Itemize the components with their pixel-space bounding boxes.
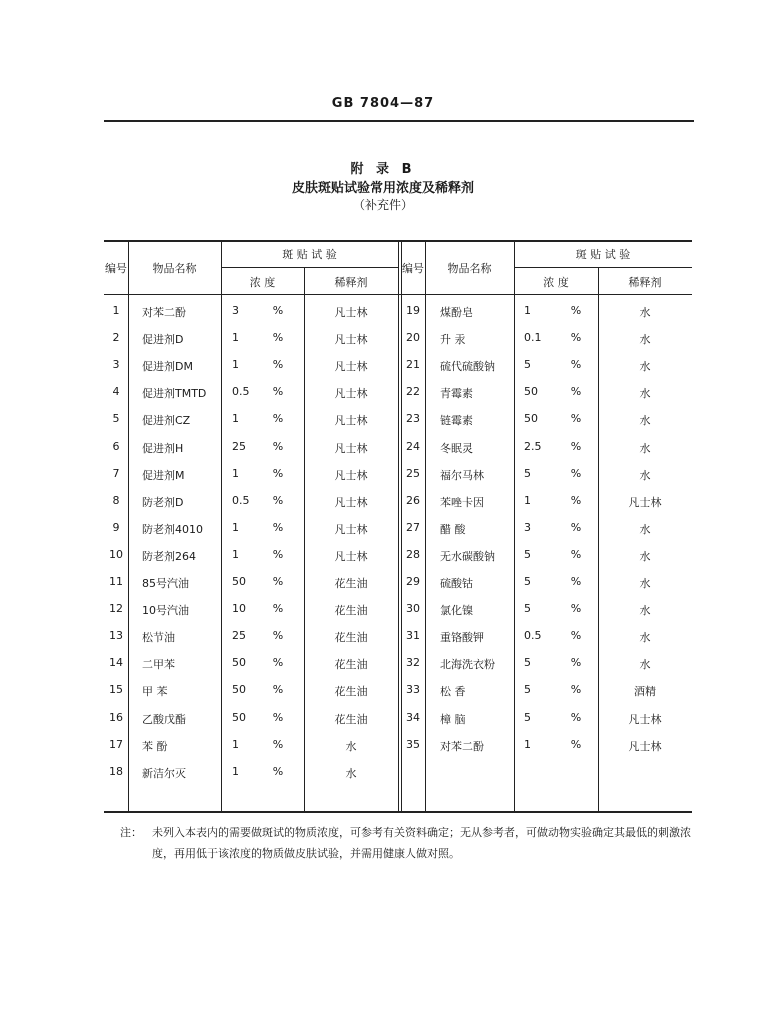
percent-unit: %: [570, 439, 582, 453]
item-name: 乙酸戊酯: [142, 712, 186, 726]
item-name: 防老剂264: [142, 549, 196, 563]
concentration: 2.5: [524, 439, 542, 453]
concentration: 5: [524, 466, 531, 480]
header-conc: 浓 度: [543, 276, 569, 289]
center-double-rule: [398, 240, 399, 811]
header-no: 编号: [105, 262, 127, 275]
diluent: 水: [639, 387, 651, 401]
row-number: 1: [112, 304, 120, 317]
row-number: 16: [109, 710, 123, 724]
percent-unit: %: [272, 439, 284, 453]
standard-number: GB 7804—87: [331, 96, 435, 111]
item-name: 苯 酚: [142, 739, 168, 753]
row-number: 33: [406, 683, 420, 697]
concentration: 1: [232, 764, 239, 778]
header-mid-rule-left: [221, 267, 398, 268]
header-name: 物品名称: [447, 262, 492, 275]
diluent: 凡士林: [334, 333, 368, 347]
percent-unit: %: [570, 656, 582, 670]
percent-unit: %: [272, 493, 284, 507]
concentration: 50: [232, 656, 246, 670]
item-name: 松 香: [440, 685, 466, 699]
percent-unit: %: [272, 656, 284, 670]
item-name: 10号汽油: [142, 604, 189, 618]
item-name: 冬眠灵: [440, 441, 473, 455]
percent-unit: %: [272, 547, 284, 561]
item-name: 煤酚皂: [440, 306, 473, 319]
percent-unit: %: [272, 331, 284, 345]
diluent: 水: [639, 414, 651, 428]
row-number: 26: [406, 493, 420, 507]
diluent: 水: [639, 306, 651, 319]
concentration: 50: [524, 385, 538, 399]
concentration: 3: [524, 520, 531, 534]
concentration: 1: [232, 358, 239, 372]
concentration: 3: [232, 304, 239, 317]
header-no: 编号: [402, 262, 424, 275]
col-divider: [128, 240, 129, 811]
percent-unit: %: [272, 764, 284, 778]
header-rule: [104, 120, 694, 122]
concentration: 1: [232, 520, 239, 534]
diluent: 花生油: [334, 685, 368, 699]
diluent: 凡士林: [334, 306, 368, 319]
concentration: 5: [524, 656, 531, 670]
percent-unit: %: [272, 466, 284, 480]
row-number: 25: [406, 466, 420, 480]
appendix-title: 附 录 B: [350, 162, 416, 177]
concentration: 50: [524, 412, 538, 426]
percent-unit: %: [570, 358, 582, 372]
page-title: 皮肤斑贴试验常用浓度及稀释剂: [291, 181, 474, 196]
header-name: 物品名称: [152, 262, 197, 275]
diluent: 凡士林: [628, 712, 662, 726]
diluent: 花生油: [334, 604, 368, 618]
diluent: 凡士林: [334, 387, 368, 401]
row-number: 35: [406, 737, 420, 751]
diluent: 凡士林: [334, 414, 368, 428]
diluent: 水: [639, 522, 651, 536]
diluent: 水: [345, 766, 357, 780]
item-name: 二甲苯: [142, 658, 175, 672]
row-number: 11: [109, 575, 123, 588]
item-name: 福尔马林: [440, 468, 484, 482]
concentration: 0.1: [524, 331, 542, 345]
item-name: 无水碳酸钠: [440, 549, 495, 563]
row-number: 23: [406, 412, 420, 426]
col-divider: [598, 267, 599, 811]
concentration: 50: [232, 683, 246, 697]
percent-unit: %: [570, 304, 582, 317]
concentration: 5: [524, 683, 531, 697]
item-name: 升 汞: [440, 333, 466, 347]
diluent: 花生油: [334, 712, 368, 726]
diluent: 水: [639, 631, 651, 645]
col-divider: [425, 240, 426, 811]
item-name: 对苯二酚: [440, 739, 484, 753]
percent-unit: %: [570, 493, 582, 507]
row-number: 17: [109, 737, 123, 751]
diluent: 水: [639, 604, 651, 618]
concentration: 10: [232, 602, 246, 616]
row-number: 24: [406, 439, 420, 453]
diluent: 水: [345, 739, 357, 753]
item-name: 对苯二酚: [142, 306, 186, 319]
diluent: 凡士林: [628, 495, 662, 509]
col-divider: [304, 267, 305, 811]
percent-unit: %: [272, 304, 284, 317]
percent-unit: %: [570, 466, 582, 480]
concentration: 1: [232, 547, 239, 561]
concentration: 0.5: [232, 493, 250, 507]
table-bottom-rule: [104, 811, 692, 813]
percent-unit: %: [272, 602, 284, 616]
row-number: 4: [112, 385, 120, 399]
concentration: 25: [232, 629, 246, 643]
diluent: 酒精: [634, 685, 656, 699]
diluent: 水: [639, 468, 651, 482]
diluent: 花生油: [334, 577, 368, 590]
page-subtitle: （补充件）: [352, 198, 413, 212]
percent-unit: %: [570, 385, 582, 399]
diluent: 凡士林: [334, 360, 368, 374]
item-name: 促进剂CZ: [142, 414, 191, 428]
percent-unit: %: [272, 710, 284, 724]
diluent: 凡士林: [628, 739, 662, 753]
percent-unit: %: [272, 358, 284, 372]
col-divider: [221, 240, 222, 811]
row-number: 10: [109, 547, 123, 561]
item-name: 松节油: [142, 631, 175, 645]
row-number: 2: [112, 331, 120, 345]
diluent: 水: [639, 549, 651, 563]
concentration: 5: [524, 358, 531, 372]
percent-unit: %: [570, 331, 582, 345]
row-number: 5: [112, 412, 120, 426]
item-name: 氯化镍: [440, 604, 473, 618]
header-test: 斑 贴 试 验: [282, 248, 337, 261]
row-number: 18: [109, 764, 123, 778]
footnote-text: 未列入本表内的需要做斑试的物质浓度，可参考有关资料确定；无从参考者，可做动物实验确定其最低的刺激浓度，再用低于该浓度的物质做皮肤试验，并需用健康人做对照。: [152, 826, 691, 860]
item-name: 硫酸钴: [440, 577, 473, 590]
percent-unit: %: [570, 737, 582, 751]
concentration: 1: [524, 737, 531, 751]
header-diluent: 稀释剂: [628, 276, 662, 289]
concentration: 50: [232, 575, 246, 588]
diluent: 凡士林: [334, 441, 368, 455]
diluent: 水: [639, 441, 651, 455]
percent-unit: %: [272, 737, 284, 751]
percent-unit: %: [272, 575, 284, 588]
concentration: 5: [524, 602, 531, 616]
header-diluent: 稀释剂: [334, 276, 368, 289]
diluent: 凡士林: [334, 549, 368, 563]
item-name: 甲 苯: [142, 685, 168, 699]
percent-unit: %: [272, 520, 284, 534]
diluent: 水: [639, 658, 651, 672]
row-number: 15: [109, 683, 123, 697]
concentration: 50: [232, 710, 246, 724]
item-name: 链霉素: [440, 414, 473, 428]
item-name: 重铬酸钾: [440, 631, 484, 645]
row-number: 22: [406, 385, 420, 399]
concentration: 0.5: [232, 385, 250, 399]
percent-unit: %: [570, 575, 582, 588]
row-number: 9: [112, 520, 120, 534]
item-name: 苯唑卡因: [440, 495, 484, 509]
item-name: 促进剂D: [142, 333, 184, 347]
concentration: 5: [524, 575, 531, 588]
item-name: 促进剂DM: [142, 360, 193, 374]
row-number: 30: [406, 602, 420, 616]
diluent: 水: [639, 577, 651, 590]
diluent: 水: [639, 333, 651, 347]
concentration: 1: [524, 493, 531, 507]
concentration: 5: [524, 547, 531, 561]
header-mid-rule-right: [514, 267, 692, 268]
header-test: 斑 贴 试 验: [575, 248, 631, 261]
row-number: 34: [406, 710, 420, 724]
item-name: 85号汽油: [142, 577, 189, 590]
percent-unit: %: [570, 412, 582, 426]
row-number: 3: [112, 358, 120, 372]
concentration: 1: [232, 412, 239, 426]
percent-unit: %: [570, 683, 582, 697]
col-divider: [514, 240, 515, 811]
concentration: 5: [524, 710, 531, 724]
concentration: 0.5: [524, 629, 542, 643]
row-number: 19: [406, 304, 420, 317]
item-name: 防老剂D: [142, 495, 184, 509]
percent-unit: %: [570, 520, 582, 534]
diluent: 凡士林: [334, 495, 368, 509]
item-name: 新洁尔灭: [142, 766, 186, 780]
header-conc: 浓 度: [249, 276, 276, 289]
concentration: 1: [232, 331, 239, 345]
percent-unit: %: [272, 412, 284, 426]
patch-test-table: [104, 240, 692, 813]
item-name: 促进剂M: [142, 468, 185, 482]
diluent: 水: [639, 360, 651, 374]
row-number: 13: [109, 629, 123, 643]
row-number: 32: [406, 656, 420, 670]
row-number: 14: [109, 656, 123, 670]
row-number: 28: [406, 547, 420, 561]
item-name: 促进剂TMTD: [142, 387, 207, 401]
row-number: 6: [112, 439, 120, 453]
item-name: 青霉素: [440, 387, 473, 401]
concentration: 1: [524, 304, 531, 317]
percent-unit: %: [570, 602, 582, 616]
percent-unit: %: [570, 710, 582, 724]
item-name: 樟 脑: [440, 712, 466, 726]
row-number: 21: [406, 358, 420, 372]
row-number: 31: [406, 629, 420, 643]
item-name: 醋 酸: [440, 522, 466, 536]
item-name: 硫代硫酸钠: [440, 360, 495, 374]
row-number: 29: [406, 575, 420, 588]
row-number: 12: [109, 602, 123, 616]
concentration: 1: [232, 466, 239, 480]
item-name: 促进剂H: [142, 441, 184, 455]
percent-unit: %: [570, 629, 582, 643]
diluent: 花生油: [334, 658, 368, 672]
diluent: 凡士林: [334, 522, 368, 536]
row-number: 7: [112, 466, 120, 480]
percent-unit: %: [272, 385, 284, 399]
concentration: 1: [232, 737, 239, 751]
percent-unit: %: [272, 683, 284, 697]
concentration: 25: [232, 439, 246, 453]
percent-unit: %: [272, 629, 284, 643]
percent-unit: %: [570, 547, 582, 561]
row-number: 20: [406, 331, 420, 345]
row-number: 8: [112, 493, 120, 507]
row-number: 27: [406, 520, 420, 534]
diluent: 凡士林: [334, 468, 368, 482]
item-name: 防老剂4010: [142, 522, 203, 536]
footnote-label: 注：: [120, 826, 142, 839]
item-name: 北海洗衣粉: [440, 658, 495, 672]
diluent: 花生油: [334, 631, 368, 645]
